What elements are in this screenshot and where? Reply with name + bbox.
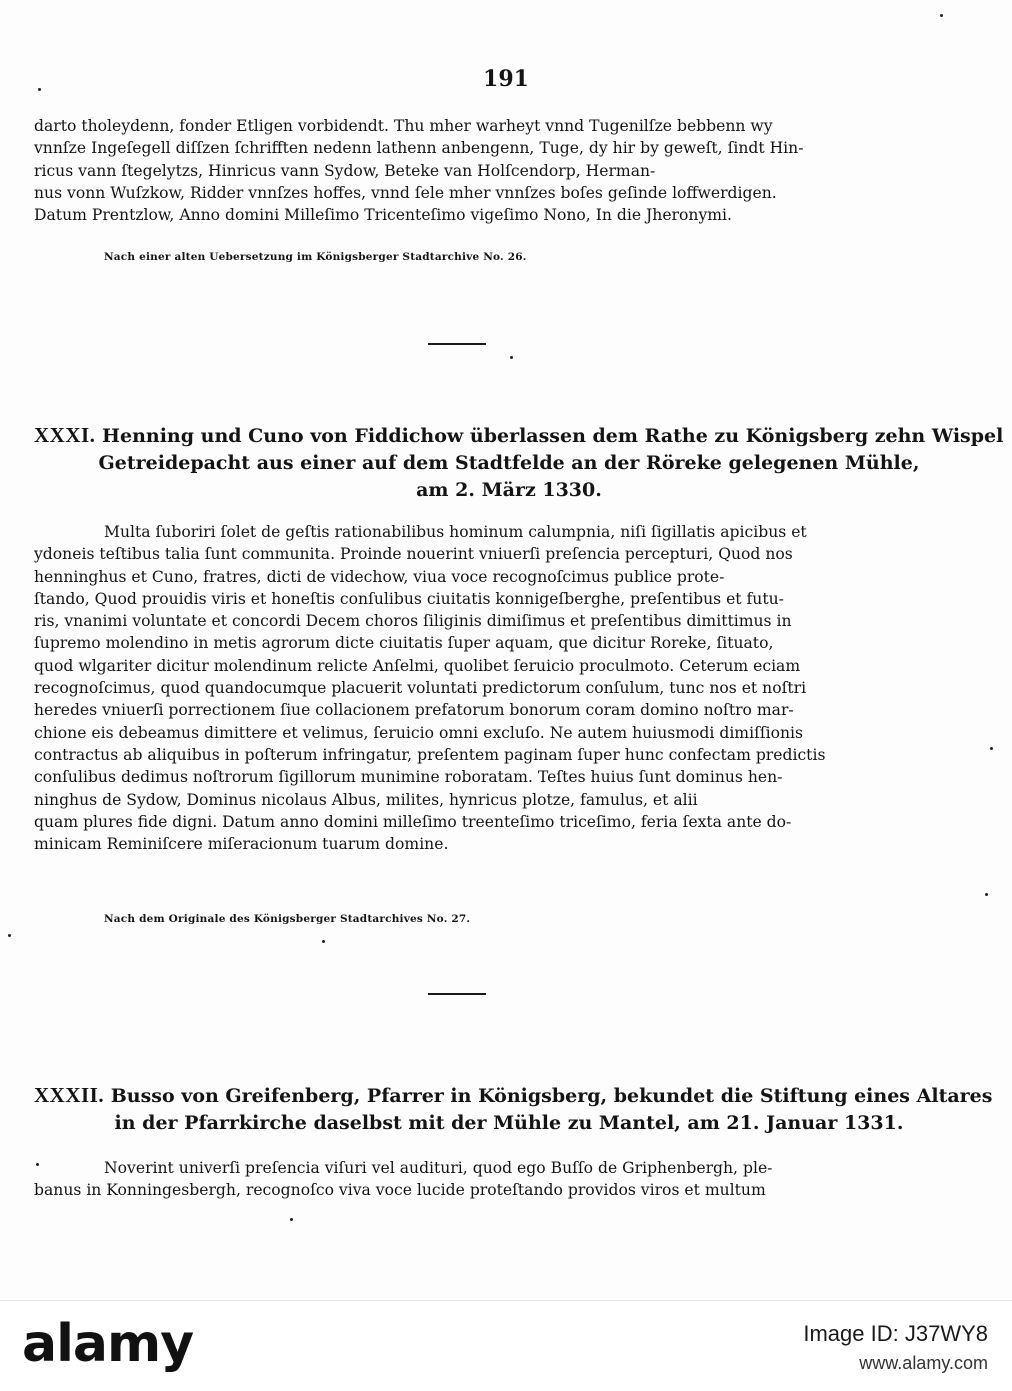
svg-text:alamy: alamy (22, 1314, 194, 1374)
scan-speck (510, 356, 513, 359)
scan-speck (322, 940, 325, 943)
text-line: recognoſcimus, quod quandocumque placuerit voluntati predictorum conſulum, tunc nos et noſtri (34, 679, 807, 698)
scan-speck (940, 14, 943, 17)
charter-text-xxxi (34, 521, 974, 855)
scan-speck (990, 747, 993, 750)
section-heading-xxxi (34, 422, 1004, 504)
section-divider (428, 993, 486, 995)
text-line: quod wlgariter dicitur molendinum relicte Anſelmi, quolibet ſeruicio proculmoto. Ceterum eciam (34, 656, 801, 675)
source-note: Nach dem Originale des Königsberger Stadtarchives No. 27. (104, 913, 471, 925)
section-number: XXXII. (34, 1083, 105, 1107)
text-line: ydoneis teſtibus talia ſunt communita. Proinde nouerint vniuerſi preſencia percepturi, Quod nos (34, 545, 793, 564)
heading-date: am 2. März 1330. (416, 479, 602, 501)
heading-line: Busso von Greifenberg, Pfarrer in Königsberg, bekundet die Stiftung eines Altares (110, 1085, 993, 1107)
image-id-label: Image ID: (803, 1321, 905, 1346)
text-line: vnnſze Ingeſegell diſſzen ſchrifften nedenn lathenn anbengenn, Tuge, dy hir by geweſt, ſindt Hin- (34, 139, 804, 158)
source-note: Nach einer alten Uebersetzung im Königsberger Stadtarchive No. 26. (104, 251, 527, 263)
text-line: ſupremo molendino in metis agrorum dicte ciuitatis ſuper aquam, que dicitur Roreke, ſituato, (34, 634, 774, 653)
text-line: minicam Reminiſcere miſeracionum tuarum domine. (34, 835, 449, 854)
site-url: www.alamy.com (859, 1353, 988, 1373)
image-id-value: J37WY8 (904, 1321, 988, 1346)
scan-speck (8, 934, 11, 937)
alamy-logo-icon (22, 1313, 194, 1374)
heading-line: Henning und Cuno von Fiddichow überlassen dem Rathe zu Königsberg zehn Wispel (102, 425, 1004, 447)
text-line: ris, vnanimi voluntate et concordi Decem choros ſiliginis dimiſimus et preſentibus dimittimus in (34, 612, 792, 631)
watermark-bar (0, 1300, 1012, 1391)
text-line: darto tholeydenn, fonder Etligen vorbidendt. Thu mher warheyt vnnd Tugenilſze bebbenn wy (34, 117, 773, 135)
charter-text-xxxii (34, 1157, 974, 1202)
text-line: ſtando, Quod prouidis viris et honeſtis conſulibus ciuitatis konnigeſberghe, preſentibus et futu- (34, 589, 784, 608)
text-line: nus vonn Wuſzkow, Ridder vnnſzes hoffes, vnnd ſele mher vnnſzes boſes geſinde loffwerdigen. (34, 183, 777, 202)
text-line: Noverint univerſi preſencia viſuri vel audituri, quod ego Buſſo de Griphenbergh, ple- (104, 1159, 773, 1177)
text-line: ninghus de Sydow, Dominus nicolaus Albus, milites, hynricus plotze, famulus, et alii (34, 790, 698, 809)
text-line: contractus ab aliquibus in poſterum infringatur, preſentem paginam ſuper hunc confectam predictis (34, 745, 826, 764)
heading-line: Getreidepacht aus einer auf dem Stadtfelde an der Röreke gelegenen Mühle, (98, 452, 920, 474)
text-line: banus in Konningesbergh, recognoſco viva voce lucide proteſtando providos viros et multum (34, 1181, 766, 1200)
section-heading-xxxii (34, 1082, 993, 1137)
page-number: 191 (483, 66, 529, 92)
image-id (803, 1321, 988, 1347)
text-line: quam plures fide digni. Datum anno domini milleſimo treenteſimo triceſimo, feria ſexta ante do- (34, 812, 792, 831)
text-line: conſulibus dedimus noſtrorum ſigillorum munimine roboratam. Teſtes huius ſunt dominus hen- (34, 768, 783, 787)
heading-line: in der Pfarrkirche daselbst mit der Mühle zu Mantel, am 21. Januar 1331. (114, 1112, 904, 1134)
section-number: XXXI. (34, 423, 96, 447)
scan-speck (985, 893, 988, 896)
alamy-logo (22, 1313, 194, 1386)
continuation-paragraph (34, 115, 974, 226)
scan-speck (36, 1163, 39, 1166)
text-line: chione eis debeamus dimittere et velimus, ſeruicio omni excluſo. Ne autem huiusmodi dimiſſionis (34, 723, 804, 742)
text-line: Datum Prentzlow, Anno domini Milleſimo Tricenteſimo vigeſimo Nono, In die Jheronymi. (34, 206, 732, 225)
scan-speck (38, 88, 41, 91)
text-line: Multa ſuboriri ſolet de geſtis rationabilibus hominum calumpnia, niſi ſigillatis apicibus et (104, 523, 807, 541)
text-line: ricus vann ſtegelytzs, Hinricus vann Sydow, Beteke van Holſcendorp, Herman- (34, 161, 656, 180)
text-line: heredes vniuerſi porrectionem ſiue collacionem prefatorum bonorum coram domino noſtro mar- (34, 701, 794, 720)
scan-speck (290, 1218, 293, 1221)
section-divider (428, 343, 486, 345)
text-line: henninghus et Cuno, fratres, dicti de videchow, viua voce recognoſcimus publice prote- (34, 567, 725, 586)
